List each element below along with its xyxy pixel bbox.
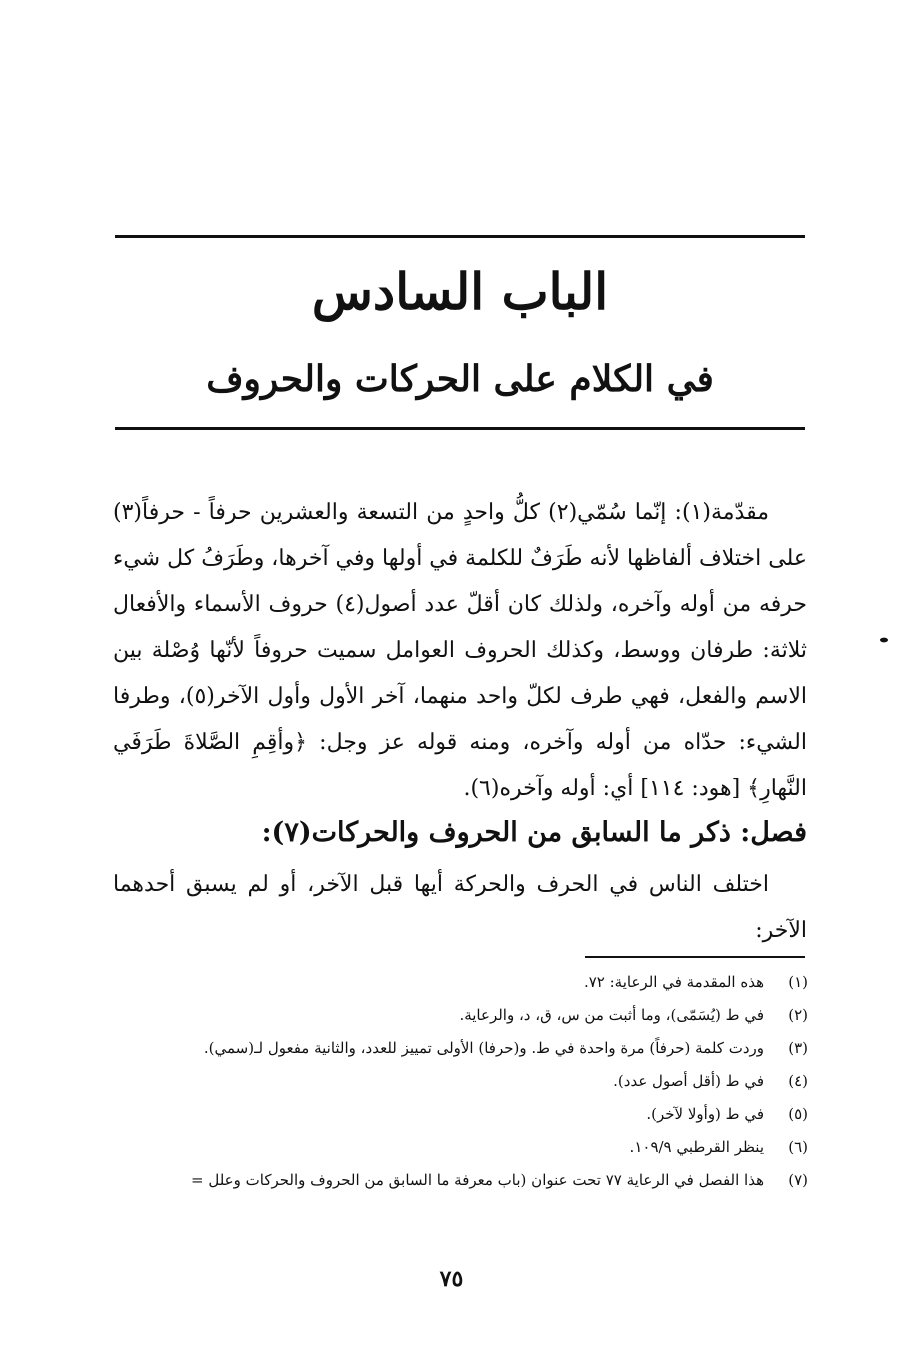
footnote-item bbox=[98, 1164, 808, 1197]
chapter-title: الباب السادس bbox=[311, 262, 609, 321]
footnote-text: هذا الفصل في الرعاية ٧٧ تحت عنوان (باب معرفة ما السابق من الحروف والحركات وعلل = bbox=[191, 1171, 764, 1189]
footnote-text: في ط (أقل أصول عدد). bbox=[613, 1072, 764, 1090]
chapter-subtitle: في الكلام على الحركات والحروف bbox=[206, 358, 714, 400]
footnote-item bbox=[98, 1065, 808, 1098]
margin-ink-mark bbox=[879, 637, 889, 643]
footnote-text: هذه المقدمة في الرعاية: ٧٢. bbox=[583, 973, 764, 991]
top-rule bbox=[115, 235, 805, 238]
footnote-number: (٢) bbox=[788, 1006, 808, 1024]
footnote-number: (٧) bbox=[788, 1171, 808, 1189]
section-paragraph: اختلف الناس في الحرف والحركة أيها قبل الآخر، أو لم يسبق أحدهما الآخر: bbox=[113, 872, 807, 943]
footnote-text: في ط (وأولا لآخر). bbox=[646, 1105, 764, 1123]
footnote-number: (٥) bbox=[788, 1105, 808, 1123]
footnote-item bbox=[98, 1098, 808, 1131]
intro-paragraph-block bbox=[113, 490, 807, 812]
section-heading: فصل: ذكر ما السابق من الحروف والحركات(٧): bbox=[261, 817, 807, 848]
footnote-item bbox=[98, 999, 808, 1032]
footnote-text: ينظر القرطبي ١٠٩/٩. bbox=[629, 1138, 764, 1156]
bottom-rule bbox=[115, 427, 805, 430]
footnote-text: في ط (يُسَمّى)، وما أثبت من س، ق، د، والرعاية. bbox=[459, 1006, 764, 1024]
page-number: ٧٥ bbox=[439, 1266, 464, 1292]
footnote-item bbox=[98, 1032, 808, 1065]
footnote-number: (٦) bbox=[788, 1138, 808, 1156]
intro-paragraph: مقدّمة(١): إنّما سُمّي(٢) كلُّ واحدٍ من التسعة والعشرين حرفاً - حرفاً(٣) على اختلاف ألفاظها لأنه طَرَفٌ للكلمة في أولها وفي آخرها، وطَرَفُ كل شيء حرفه من أوله وآخره، ولذلك كان أقلّ عدد أصول(٤) حروف الأسماء والأفعال ثلاثة: طرفان ووسط، وكذلك الحروف العوامل سميت حروفاً لأنّها وُصْلة بين الاسم والفعل، فهي طرف لكلّ واحد منهما، آخر الأول وأول الآخر(٥)، وطرفا الشيء: حدّاه من أوله وآخره، ومنه قوله عز وجل: ﴿وأقِمِ الصَّلاةَ طَرَفَي النَّهارِ﴾ [هود: ١١٤] أي: أوله وآخره(٦). bbox=[113, 500, 808, 801]
footnote-item bbox=[98, 966, 808, 999]
footnote-text: وردت كلمة (حرفاً) مرة واحدة في ط. و(حرفا) الأولى تمييز للعدد، والثانية مفعول لـ(سمي). bbox=[203, 1039, 764, 1057]
footnote-number: (٣) bbox=[788, 1039, 808, 1057]
footnote-number: (١) bbox=[788, 973, 808, 991]
footnote-separator bbox=[585, 956, 805, 958]
footnotes-list bbox=[98, 966, 808, 1197]
footnote-number: (٤) bbox=[788, 1072, 808, 1090]
footnote-item bbox=[98, 1131, 808, 1164]
